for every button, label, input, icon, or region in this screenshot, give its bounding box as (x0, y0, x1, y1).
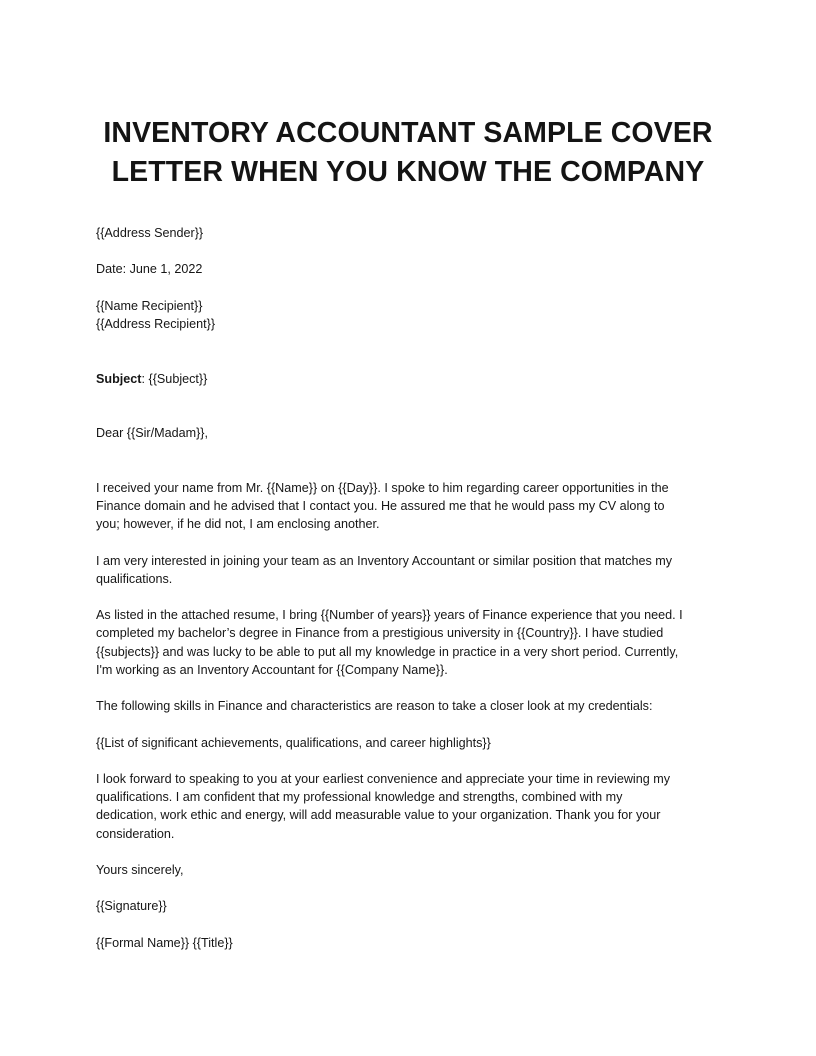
title-line-1: INVENTORY ACCOUNTANT SAMPLE COVER (103, 117, 713, 149)
paragraph-line: I received your name from Mr. {{Name}} on {{Day}}. I spoke to him regarding career opportunities in the (96, 480, 669, 495)
letter-date: Date: June 1, 2022 (96, 262, 203, 277)
paragraph-line: As listed in the attached resume, I bring {{Number of years}} years of Finance experience that you need. I (96, 608, 683, 623)
paragraph-line: I am very interested in joining your team as an Inventory Accountant or similar position that matches my (96, 553, 673, 568)
paragraph-achievements: {{List of significant achievements, qualifications, and career highlights}} (96, 735, 491, 750)
document-title (60, 114, 756, 192)
paragraph-closing (96, 770, 726, 843)
subject-label: Subject (96, 371, 142, 386)
paragraph-experience (96, 606, 726, 679)
letter-body (96, 224, 726, 952)
subject-line (96, 370, 726, 388)
paragraph-skills-intro: The following skills in Finance and characteristics are reason to take a closer look at my credentials: (96, 699, 653, 714)
closing: Yours sincerely, (96, 862, 184, 877)
paragraph-line: completed my bachelor’s degree in Finance from a prestigious university in {{Country}}. I have studied (96, 626, 664, 641)
paragraph-line: I'm working as an Inventory Accountant for {{Company Name}}. (96, 662, 448, 677)
title-line-2: LETTER WHEN YOU KNOW THE COMPANY (111, 156, 705, 188)
paragraph-referral (96, 479, 726, 534)
paragraph-line: consideration. (96, 826, 175, 841)
recipient-name: {{Name Recipient}} (96, 298, 203, 313)
sender-address: {{Address Sender}} (96, 226, 204, 240)
paragraph-line: you; however, if he did not, I am enclosing another. (96, 517, 380, 532)
paragraph-line: qualifications. I am confident that my professional knowledge and strengths, combined with my (96, 790, 623, 805)
paragraph-line: Finance domain and he advised that I contact you. He assured me that he would pass my CV along to (96, 498, 665, 513)
recipient-address: {{Address Recipient}} (96, 316, 216, 331)
paragraph-line: qualifications. (96, 571, 173, 586)
paragraph-line: dedication, work ethic and energy, will add measurable value to your organization. Thank you for your (96, 808, 661, 823)
signature-placeholder: {{Signature}} (96, 899, 167, 914)
salutation: Dear {{Sir/Madam}}, (96, 426, 209, 441)
formal-name: {{Formal Name}} {{Title}} (96, 935, 233, 950)
paragraph-line: I look forward to speaking to you at your earliest convenience and appreciate your time in reviewing my (96, 771, 671, 786)
paragraph-line: {{subjects}} and was lucky to be able to put all my knowledge in practice in a very short period. Currently, (96, 644, 679, 659)
paragraph-interest (96, 552, 726, 588)
subject-value: : {{Subject}} (141, 371, 208, 386)
